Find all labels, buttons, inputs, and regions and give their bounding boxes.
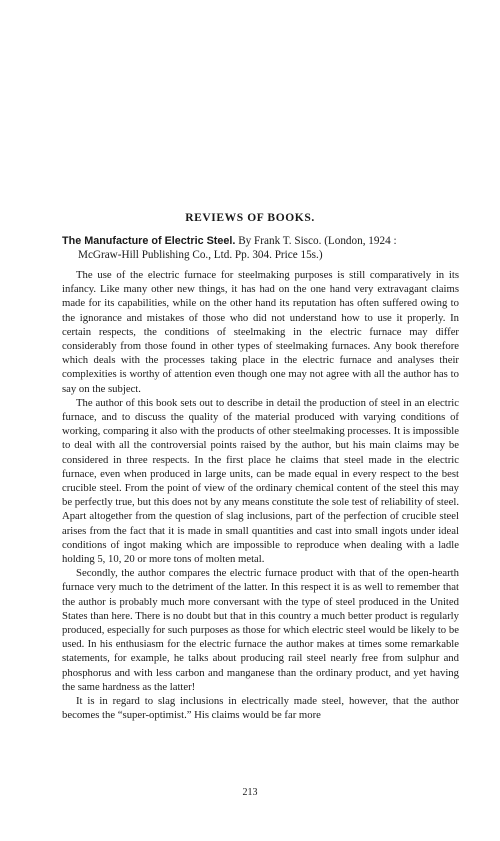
- publication-details: McGraw-Hill Publishing Co., Ltd. Pp. 304. Price 15s.): [78, 249, 323, 261]
- paragraph: It is in regard to slag inclusions in electrically made steel, however, that the author becomes the “super-optimist.” His claims would be far more: [62, 695, 459, 722]
- book-author: By Frank T. Sisco.: [238, 235, 322, 247]
- section-heading: REVIEWS OF BOOKS.: [185, 212, 315, 224]
- paragraph: Secondly, the author compares the electric furnace product with that of the open-hearth furnace very much to the detriment of the latter. In this respect it is as well to remember that the author is probably much more conversant with the type of steel produced in the United States than here. There is no doubt but that in this country a much better product is regularly produced, especially for such purposes as those for which electric steel would be likely to be used. In his enthusiasm for the electric furnace the author makes at times some remarkable statements, for example, he talks about producing rail steel nearly free from sulphur and phosphorus and with less carbon and manganese than the ordinary product, and yet having the same hardness as the latter!: [62, 567, 459, 693]
- publication-details-open: (London, 1924 :: [324, 235, 397, 247]
- paragraph: The use of the electric furnace for steelmaking purposes is still comparatively in its infancy. Like many other new things, it has had on the one hand very extravagant claims made for its capabilities, while on the other hand its reputation has often suffered owing to the ignorance and mistakes of those who did not understand how to use it properly. In certain respects, the conditions of steelmaking in the electric furnace may differ considerably from those found in other types of steelmaking furnaces. Any book therefore which deals with the processes taking place in the electric furnace and analyses their complexities is worthy of attention even though one may not agree with all the author has to say on the subject.: [62, 269, 459, 395]
- paragraph: The author of this book sets out to describe in detail the production of steel in an electric furnace, and to discuss the quality of the material produced with varying conditions of working, comparing it also with the products of other steelmaking processes. It is impossible to deal with all the controversial points raised by the author, but his main claims may be considered in three respects. In the first place he claims that steel made in the electric furnace, even when produced in large units, can be made equal in every respect to the best crucible steel. From the point of view of the ordinary chemical content of the steel this may be perfectly true, but this does not by any means constitute the sole test of reliability of steel. Apart altogether from the question of slag inclusions, part of the perfection of crucible steel arises from the fact that it is made in small quantities and cast into small ingots under ideal conditions of ingot making which are impossible to reproduce when dealing with a ladle holding 5, 10, 20 or more tons of molten metal.: [62, 396, 459, 566]
- review-body: [62, 268, 459, 723]
- book-title: The Manufacture of Electric Steel.: [62, 235, 236, 247]
- page-number: 213: [242, 787, 258, 798]
- book-citation: [62, 234, 460, 262]
